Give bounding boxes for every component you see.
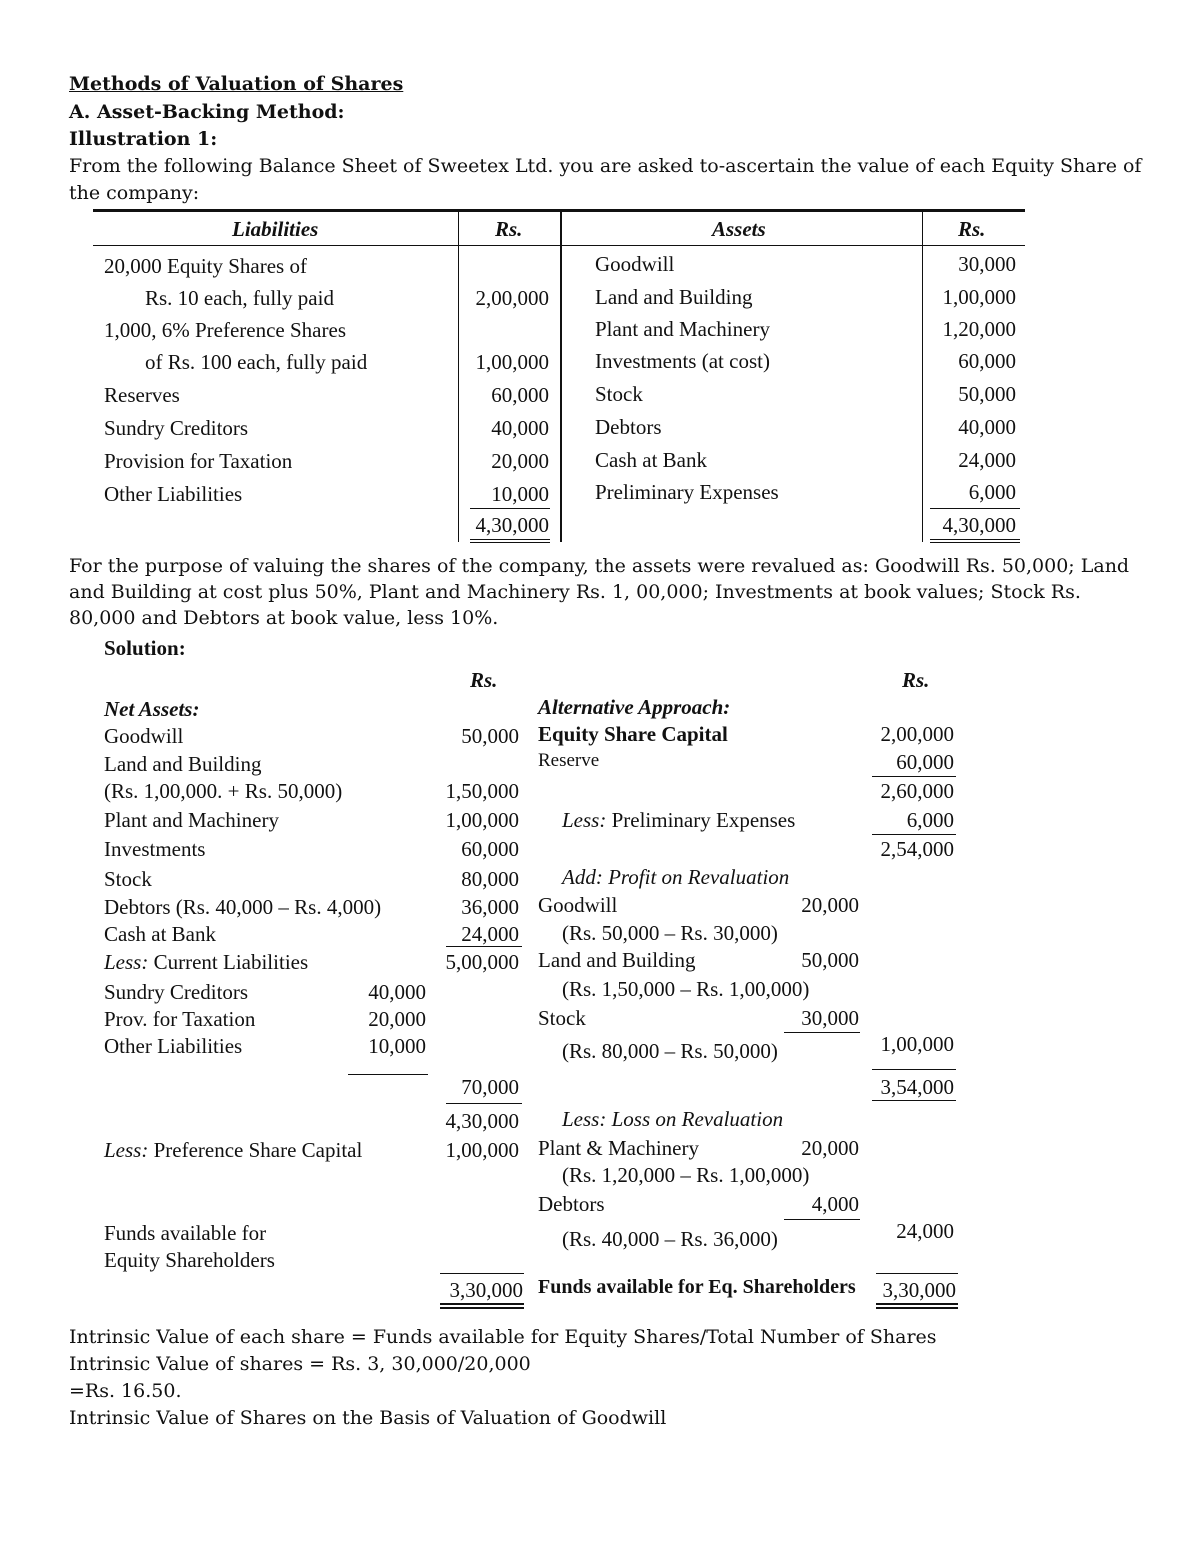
section-heading: A. Asset-Backing Method: <box>69 101 345 123</box>
line-taxation: Prov. for Taxation <box>104 1007 256 1031</box>
alt-plant: Plant & Machinery <box>538 1136 699 1160</box>
alt-goodwill: Goodwill <box>538 893 618 917</box>
page-title: Methods of Valuation of Shares <box>69 73 404 95</box>
liability-row: of Rs. 100 each, fully paid <box>145 350 368 374</box>
header-rs-assets: Rs. <box>958 217 986 241</box>
alt-equity: Equity Share Capital <box>538 722 728 746</box>
header-liabilities: Liabilities <box>232 217 319 241</box>
alt-loss-total: 24,000 <box>896 1219 954 1243</box>
header-assets: Assets <box>712 217 766 241</box>
solution-rs-left: Rs. <box>470 668 498 692</box>
asset-row: Land and Building <box>595 285 753 309</box>
amt-taxation: 20,000 <box>368 1007 426 1031</box>
liability-amount: 20,000 <box>491 449 549 473</box>
line-cash: Cash at Bank <box>104 922 216 946</box>
alt-goodwill-amt: 20,000 <box>801 893 859 917</box>
alt-less-prelim: Less: Preliminary Expenses <box>562 808 796 832</box>
revaluation-text: For the purpose of valuing the shares of the company, the assets were revalued as: Goodwill Rs. 50,000; Land <box>69 555 1130 577</box>
alt-reserve: Reserve <box>538 750 600 771</box>
liability-row: Provision for Taxation <box>104 449 293 473</box>
line-funds-2: Equity Shareholders <box>104 1248 275 1272</box>
header-rs-liabilities: Rs. <box>495 217 523 241</box>
line-less-current-liabilities: Less: Current Liabilities <box>104 950 309 974</box>
line-goodwill: Goodwill <box>104 724 184 748</box>
liability-row: Reserves <box>104 383 180 407</box>
amt-net: 4,30,000 <box>445 1109 519 1133</box>
liability-row: Rs. 10 each, fully paid <box>145 286 334 310</box>
alt-plant-amt: 20,000 <box>801 1136 859 1160</box>
intro-text: From the following Balance Sheet of Sweetex Ltd. you are asked to-ascertain the value of each Equity Share of <box>69 155 1142 177</box>
amt-creditors: 40,000 <box>368 980 426 1004</box>
intro-text-cont: the company: <box>69 182 200 204</box>
alt-heading: Alternative Approach: <box>538 695 731 719</box>
amt-goodwill: 50,000 <box>461 724 519 748</box>
line-funds: Funds available for <box>104 1221 267 1245</box>
asset-amount: 1,00,000 <box>942 285 1016 309</box>
amt-land: 1,50,000 <box>445 779 519 803</box>
revaluation-text-2: and Building at cost plus 50%, Plant and Machinery Rs. 1, 00,000; Investments at book values; Stock Rs. <box>69 581 1081 603</box>
alt-add-profit: Add: Profit on Revaluation <box>562 865 790 889</box>
conclusion-line-1: Intrinsic Value of each share = Funds available for Equity Shares/Total Number of Shares <box>69 1326 937 1348</box>
asset-row: Goodwill <box>595 252 675 276</box>
liability-row: Sundry Creditors <box>104 416 249 440</box>
asset-row: Debtors <box>595 415 662 439</box>
line-other: Other Liabilities <box>104 1034 243 1058</box>
alt-plant-calc: (Rs. 1,20,000 – Rs. 1,00,000) <box>562 1163 810 1187</box>
asset-row: Stock <box>595 382 643 406</box>
line-plant: Plant and Machinery <box>104 808 279 832</box>
asset-row: Investments (at cost) <box>595 349 770 373</box>
amt-debtors: 36,000 <box>461 895 519 919</box>
line-land-calc: (Rs. 1,00,000. + Rs. 50,000) <box>104 779 343 803</box>
asset-amount: 30,000 <box>958 252 1016 276</box>
alt-land-amt: 50,000 <box>801 948 859 972</box>
net-assets-heading: Net Assets: <box>104 697 200 721</box>
alt-less-loss: Less: Loss on Revaluation <box>562 1107 784 1131</box>
liability-amount: 10,000 <box>491 482 549 506</box>
amt-pref: 1,00,000 <box>445 1138 519 1162</box>
line-debtors: Debtors (Rs. 40,000 – Rs. 4,000) <box>104 895 382 919</box>
illustration-heading: Illustration 1: <box>69 128 218 150</box>
alt-funds: Funds available for Eq. Shareholders <box>538 1276 856 1298</box>
line-land: Land and Building <box>104 752 262 776</box>
amt-cash: 24,000 <box>461 922 519 946</box>
asset-row: Plant and Machinery <box>595 317 770 341</box>
amt-funds: 3,30,000 <box>449 1278 523 1302</box>
liability-amount: 60,000 <box>491 383 549 407</box>
liability-row: Other Liabilities <box>104 482 243 506</box>
line-stock: Stock <box>104 867 152 891</box>
revaluation-text-3: 80,000 and Debtors at book value, less 10%. <box>69 607 499 629</box>
alt-debtors-amt: 4,000 <box>811 1192 859 1216</box>
liability-amount: 40,000 <box>491 416 549 440</box>
alt-goodwill-calc: (Rs. 50,000 – Rs. 30,000) <box>562 921 778 945</box>
alt-sum2: 2,54,000 <box>880 837 954 861</box>
alt-land-calc: (Rs. 1,50,000 – Rs. 1,00,000) <box>562 977 810 1001</box>
asset-amount: 24,000 <box>958 448 1016 472</box>
alt-reserve-amt: 60,000 <box>896 750 954 774</box>
alt-sum3: 3,54,000 <box>880 1075 954 1099</box>
assets-total: 4,30,000 <box>942 513 1016 537</box>
alt-equity-amt: 2,00,000 <box>880 722 954 746</box>
amt-cl-total: 70,000 <box>461 1075 519 1099</box>
asset-amount: 60,000 <box>958 349 1016 373</box>
alt-land: Land and Building <box>538 948 696 972</box>
asset-amount: 6,000 <box>968 480 1016 504</box>
alt-funds-amt: 3,30,000 <box>882 1278 956 1302</box>
asset-row: Preliminary Expenses <box>595 480 779 504</box>
line-creditors: Sundry Creditors <box>104 980 249 1004</box>
line-investments: Investments <box>104 837 206 861</box>
alt-prelim-amt: 6,000 <box>906 808 954 832</box>
liabilities-total: 4,30,000 <box>475 513 549 537</box>
conclusion-line-2: Intrinsic Value of shares = Rs. 3, 30,000/20,000 <box>69 1353 531 1375</box>
alt-stock-amt: 30,000 <box>801 1006 859 1030</box>
liability-amount: 2,00,000 <box>475 286 549 310</box>
amt-other: 10,000 <box>368 1034 426 1058</box>
asset-amount: 40,000 <box>958 415 1016 439</box>
solution-rs-right: Rs. <box>902 668 930 692</box>
conclusion-line-4: Intrinsic Value of Shares on the Basis of Valuation of Goodwill <box>69 1407 667 1429</box>
amt-subtotal: 5,00,000 <box>445 950 519 974</box>
alt-debtors-calc: (Rs. 40,000 – Rs. 36,000) <box>562 1227 778 1251</box>
asset-row: Cash at Bank <box>595 448 707 472</box>
alt-profit-total: 1,00,000 <box>880 1032 954 1056</box>
asset-amount: 50,000 <box>958 382 1016 406</box>
amt-investments: 60,000 <box>461 837 519 861</box>
alt-debtors: Debtors <box>538 1192 605 1216</box>
amt-stock: 80,000 <box>461 867 519 891</box>
alt-stock-calc: (Rs. 80,000 – Rs. 50,000) <box>562 1039 778 1063</box>
liability-row: 20,000 Equity Shares of <box>104 254 307 278</box>
alt-sum1: 2,60,000 <box>880 779 954 803</box>
asset-amount: 1,20,000 <box>942 317 1016 341</box>
alt-stock: Stock <box>538 1006 586 1030</box>
amt-plant: 1,00,000 <box>445 808 519 832</box>
conclusion-line-3: =Rs. 16.50. <box>69 1380 182 1402</box>
liability-row: 1,000, 6% Preference Shares <box>104 318 346 342</box>
solution-heading: Solution: <box>104 636 186 660</box>
liability-amount: 1,00,000 <box>475 350 549 374</box>
line-less-pref: Less: Preference Share Capital <box>104 1138 363 1162</box>
